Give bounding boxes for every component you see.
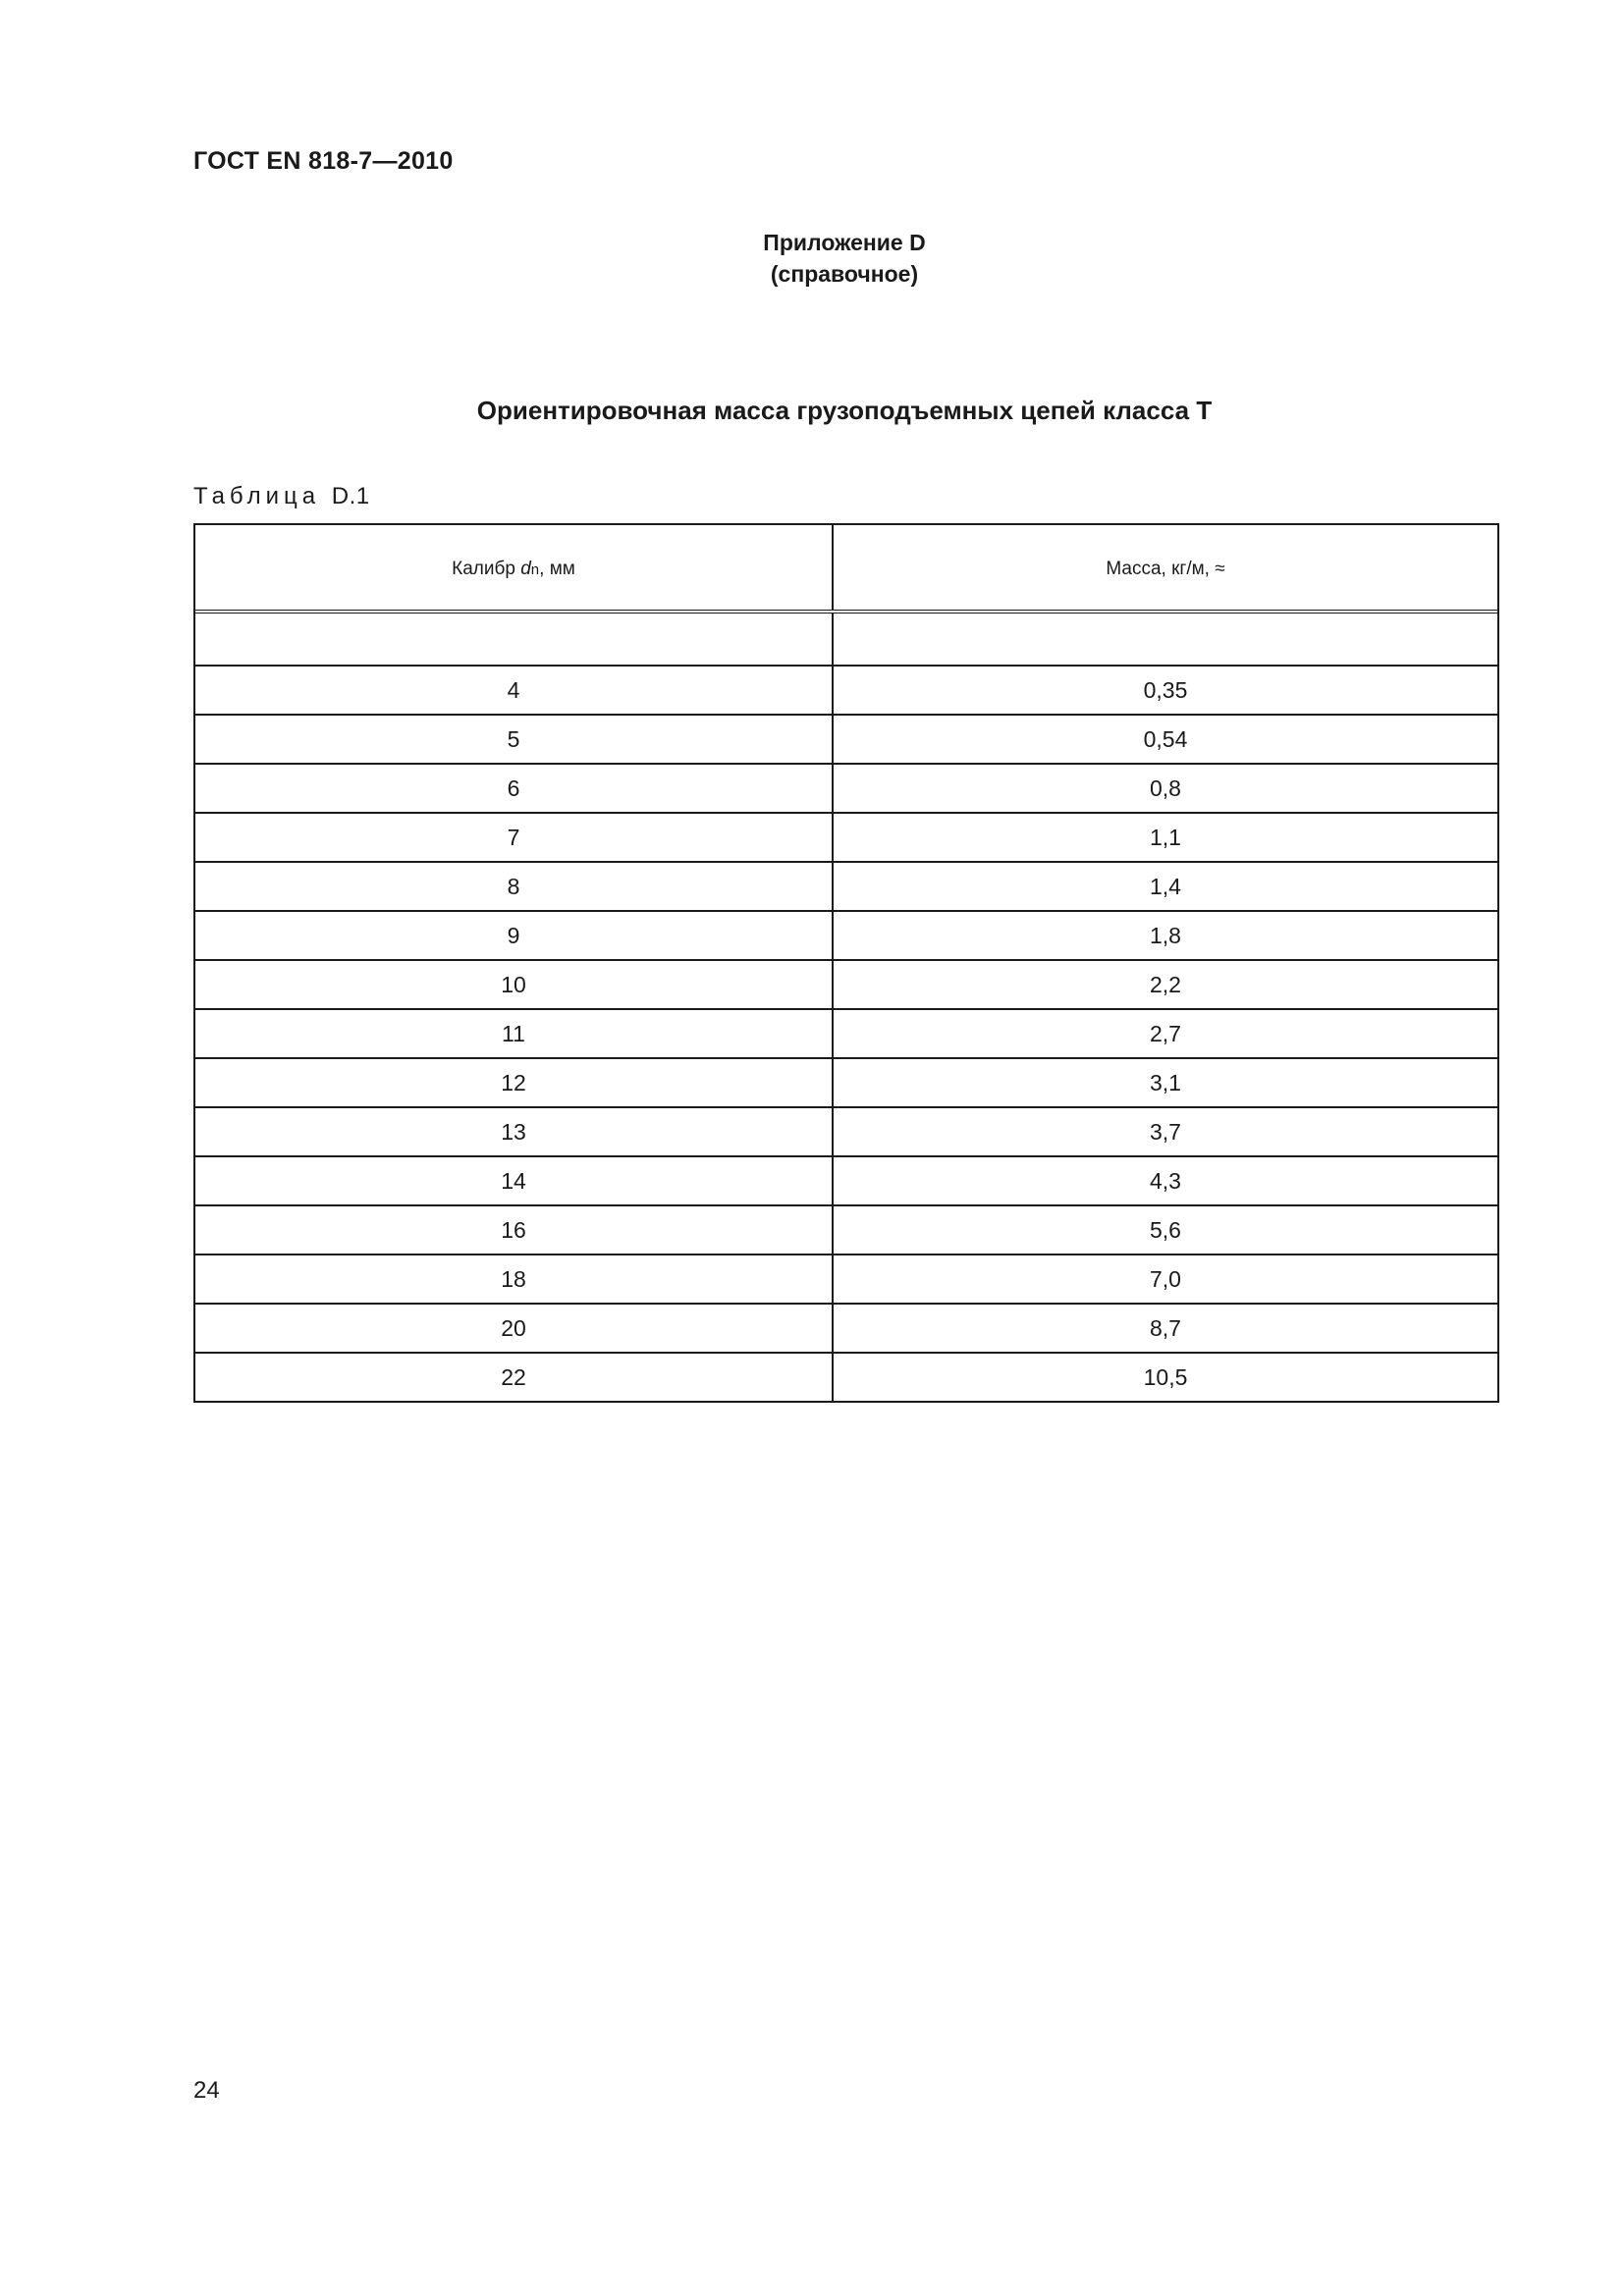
page-number: 24 — [193, 2077, 220, 2104]
caliber-header-suffix: , мм — [539, 559, 575, 579]
table-label — [193, 483, 370, 510]
caliber-cell: 6 — [195, 765, 834, 812]
document-code: ГОСТ EN 818-7—2010 — [193, 147, 454, 175]
caliber-cell: 9 — [195, 912, 834, 959]
mass-cell: 3,1 — [1150, 1069, 1181, 1095]
caliber-cell: 7 — [195, 814, 834, 861]
mass-cell: 4,3 — [1150, 1167, 1181, 1194]
column-header-caliber — [195, 525, 834, 610]
caliber-cell: 22 — [195, 1354, 834, 1401]
caliber-header-prefix: Калибр — [452, 559, 521, 579]
caliber-cell: 13 — [195, 1108, 834, 1155]
table-header-row — [195, 525, 1497, 614]
mass-cell: 1,1 — [1150, 824, 1181, 850]
table-row — [195, 1254, 1497, 1303]
column-header-mass: Масса, кг/м, ≈ — [1106, 559, 1225, 579]
table-row — [195, 861, 1497, 910]
caliber-cell: 4 — [195, 667, 834, 714]
mass-cell: 0,35 — [1143, 676, 1188, 703]
blank-cell — [834, 614, 1497, 665]
mass-cell: 0,8 — [1150, 774, 1181, 801]
caliber-cell: 12 — [195, 1059, 834, 1106]
caliber-cell: 20 — [195, 1305, 834, 1352]
table-row — [195, 1352, 1497, 1401]
mass-cell: 10,5 — [1143, 1363, 1188, 1390]
table-label-number: D.1 — [331, 483, 370, 509]
table-row — [195, 665, 1497, 714]
caliber-header-subscript: n — [530, 561, 540, 578]
table-row — [195, 1155, 1497, 1204]
caliber-cell: 5 — [195, 716, 834, 763]
caliber-cell: 8 — [195, 863, 834, 910]
table-label-word: Таблица — [193, 483, 321, 509]
mass-cell: 1,8 — [1150, 922, 1181, 948]
table-blank-row — [195, 614, 1497, 665]
caliber-cell: 10 — [195, 961, 834, 1008]
caliber-cell: 11 — [195, 1010, 834, 1057]
table-row — [195, 1057, 1497, 1106]
table-row — [195, 1008, 1497, 1057]
blank-cell — [195, 614, 834, 665]
annex-title: Приложение D — [763, 230, 926, 255]
mass-cell: 8,7 — [1150, 1314, 1181, 1341]
caliber-cell: 18 — [195, 1255, 834, 1303]
caliber-cell: 14 — [195, 1157, 834, 1204]
table-row — [195, 1204, 1497, 1254]
annex-subtitle: (справочное) — [770, 261, 919, 287]
mass-cell: 2,2 — [1150, 971, 1181, 997]
table-row — [195, 714, 1497, 763]
caliber-header-symbol: d — [520, 559, 531, 579]
table-row — [195, 763, 1497, 812]
mass-cell: 7,0 — [1150, 1265, 1181, 1292]
caliber-cell: 16 — [195, 1206, 834, 1254]
table-row — [195, 959, 1497, 1008]
table-row — [195, 812, 1497, 861]
table-row — [195, 910, 1497, 959]
mass-cell: 1,4 — [1150, 873, 1181, 899]
mass-cell: 5,6 — [1150, 1216, 1181, 1243]
mass-cell: 2,7 — [1150, 1020, 1181, 1046]
table-row — [195, 1106, 1497, 1155]
document-title: Ориентировочная масса грузоподъемных цепей класса Т — [476, 396, 1213, 425]
mass-cell: 3,7 — [1150, 1118, 1181, 1145]
mass-cell: 0,54 — [1143, 725, 1188, 752]
mass-table — [193, 523, 1499, 1403]
table-row — [195, 1303, 1497, 1352]
